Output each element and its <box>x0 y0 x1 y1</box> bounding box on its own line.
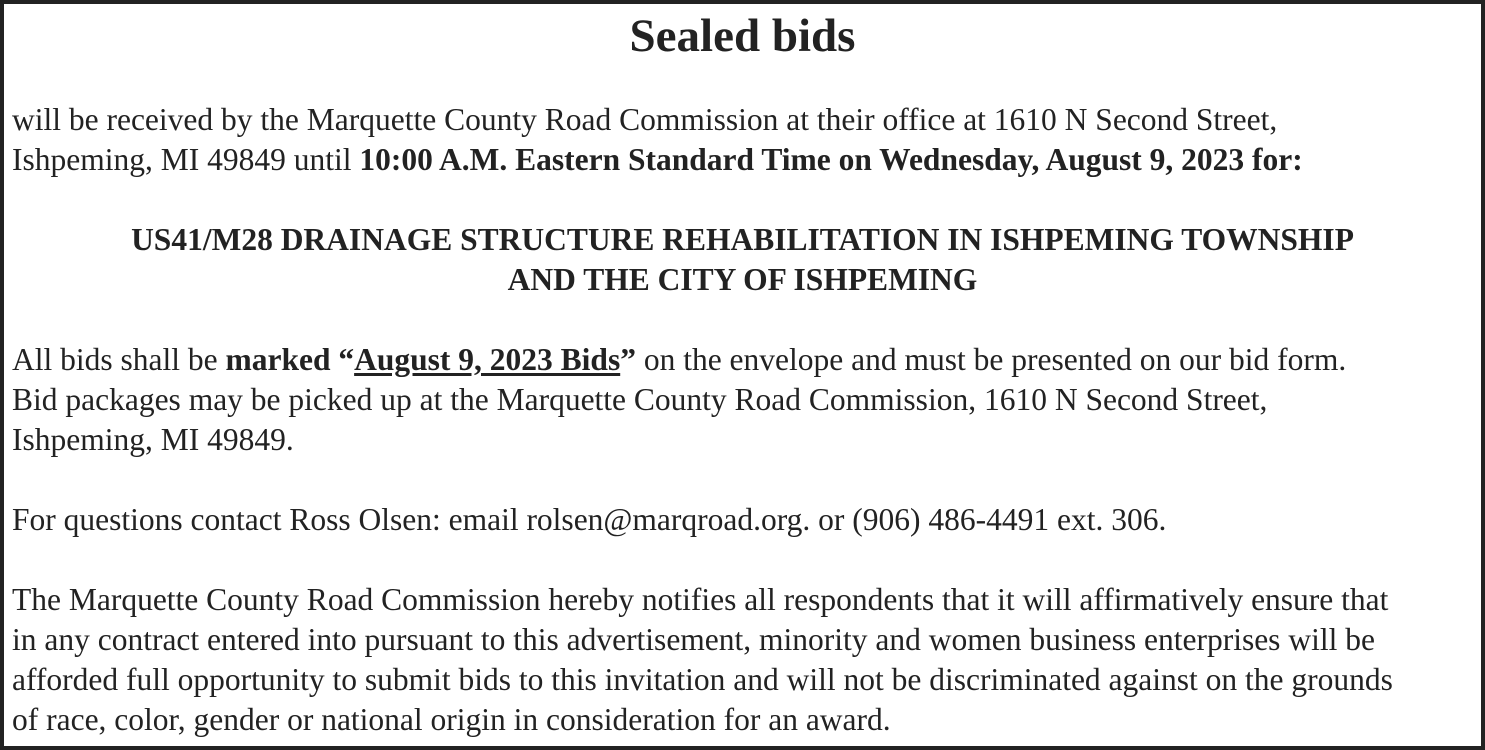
marking-line-2: Bid packages may be picked up at the Marquette County Road Commission, 1610 N Second Street, <box>12 382 1268 417</box>
intro-line-1: will be received by the Marquette County Road Commission at their office at 1610 N Second Street, <box>12 102 1278 137</box>
notice-title: Sealed bids <box>629 10 856 62</box>
project-title-line-1: US41/M28 DRAINAGE STRUCTURE REHABILITATION IN ISHPEMING TOWNSHIP <box>131 222 1354 257</box>
nondiscrimination-paragraph <box>12 580 1475 740</box>
marking-line-3: Ishpeming, MI 49849. <box>12 422 294 457</box>
marking-close: ” <box>620 342 636 377</box>
nondiscrimination-line-4: of race, color, gender or national origin in consideration for an award. <box>12 702 891 737</box>
nondiscrimination-line-1: The Marquette County Road Commission hereby notifies all respondents that it will affirmatively ensure that <box>12 582 1389 617</box>
project-title-line-2: AND THE CITY OF ISHPEMING <box>507 262 978 297</box>
marking-prefix: All bids shall be <box>12 342 226 377</box>
project-title <box>8 220 1477 300</box>
intro-paragraph <box>12 100 1475 180</box>
marking-suffix: on the envelope and must be presented on our bid form. <box>635 342 1347 377</box>
marking-line-1 <box>12 340 1475 380</box>
intro-line-2 <box>12 140 1475 180</box>
envelope-label: August 9, 2023 Bids <box>354 342 621 377</box>
marking-open: marked “ <box>225 342 355 377</box>
nondiscrimination-line-3: afforded full opportunity to submit bids to this invitation and will not be discriminated against on the grounds <box>12 662 1393 697</box>
nondiscrimination-line-2: in any contract entered into pursuant to this advertisement, minority and women business enterprises will be <box>12 622 1375 657</box>
intro-line-2-text: Ishpeming, MI 49849 until <box>12 142 360 177</box>
marking-paragraph <box>12 340 1475 460</box>
contact-line: For questions contact Ross Olsen: email rolsen@marqroad.org. or (906) 486-4491 ext. 306. <box>12 502 1167 537</box>
contact-paragraph <box>12 500 1475 540</box>
bid-deadline: 10:00 A.M. Eastern Standard Time on Wednesday, August 9, 2023 for: <box>359 142 1303 177</box>
